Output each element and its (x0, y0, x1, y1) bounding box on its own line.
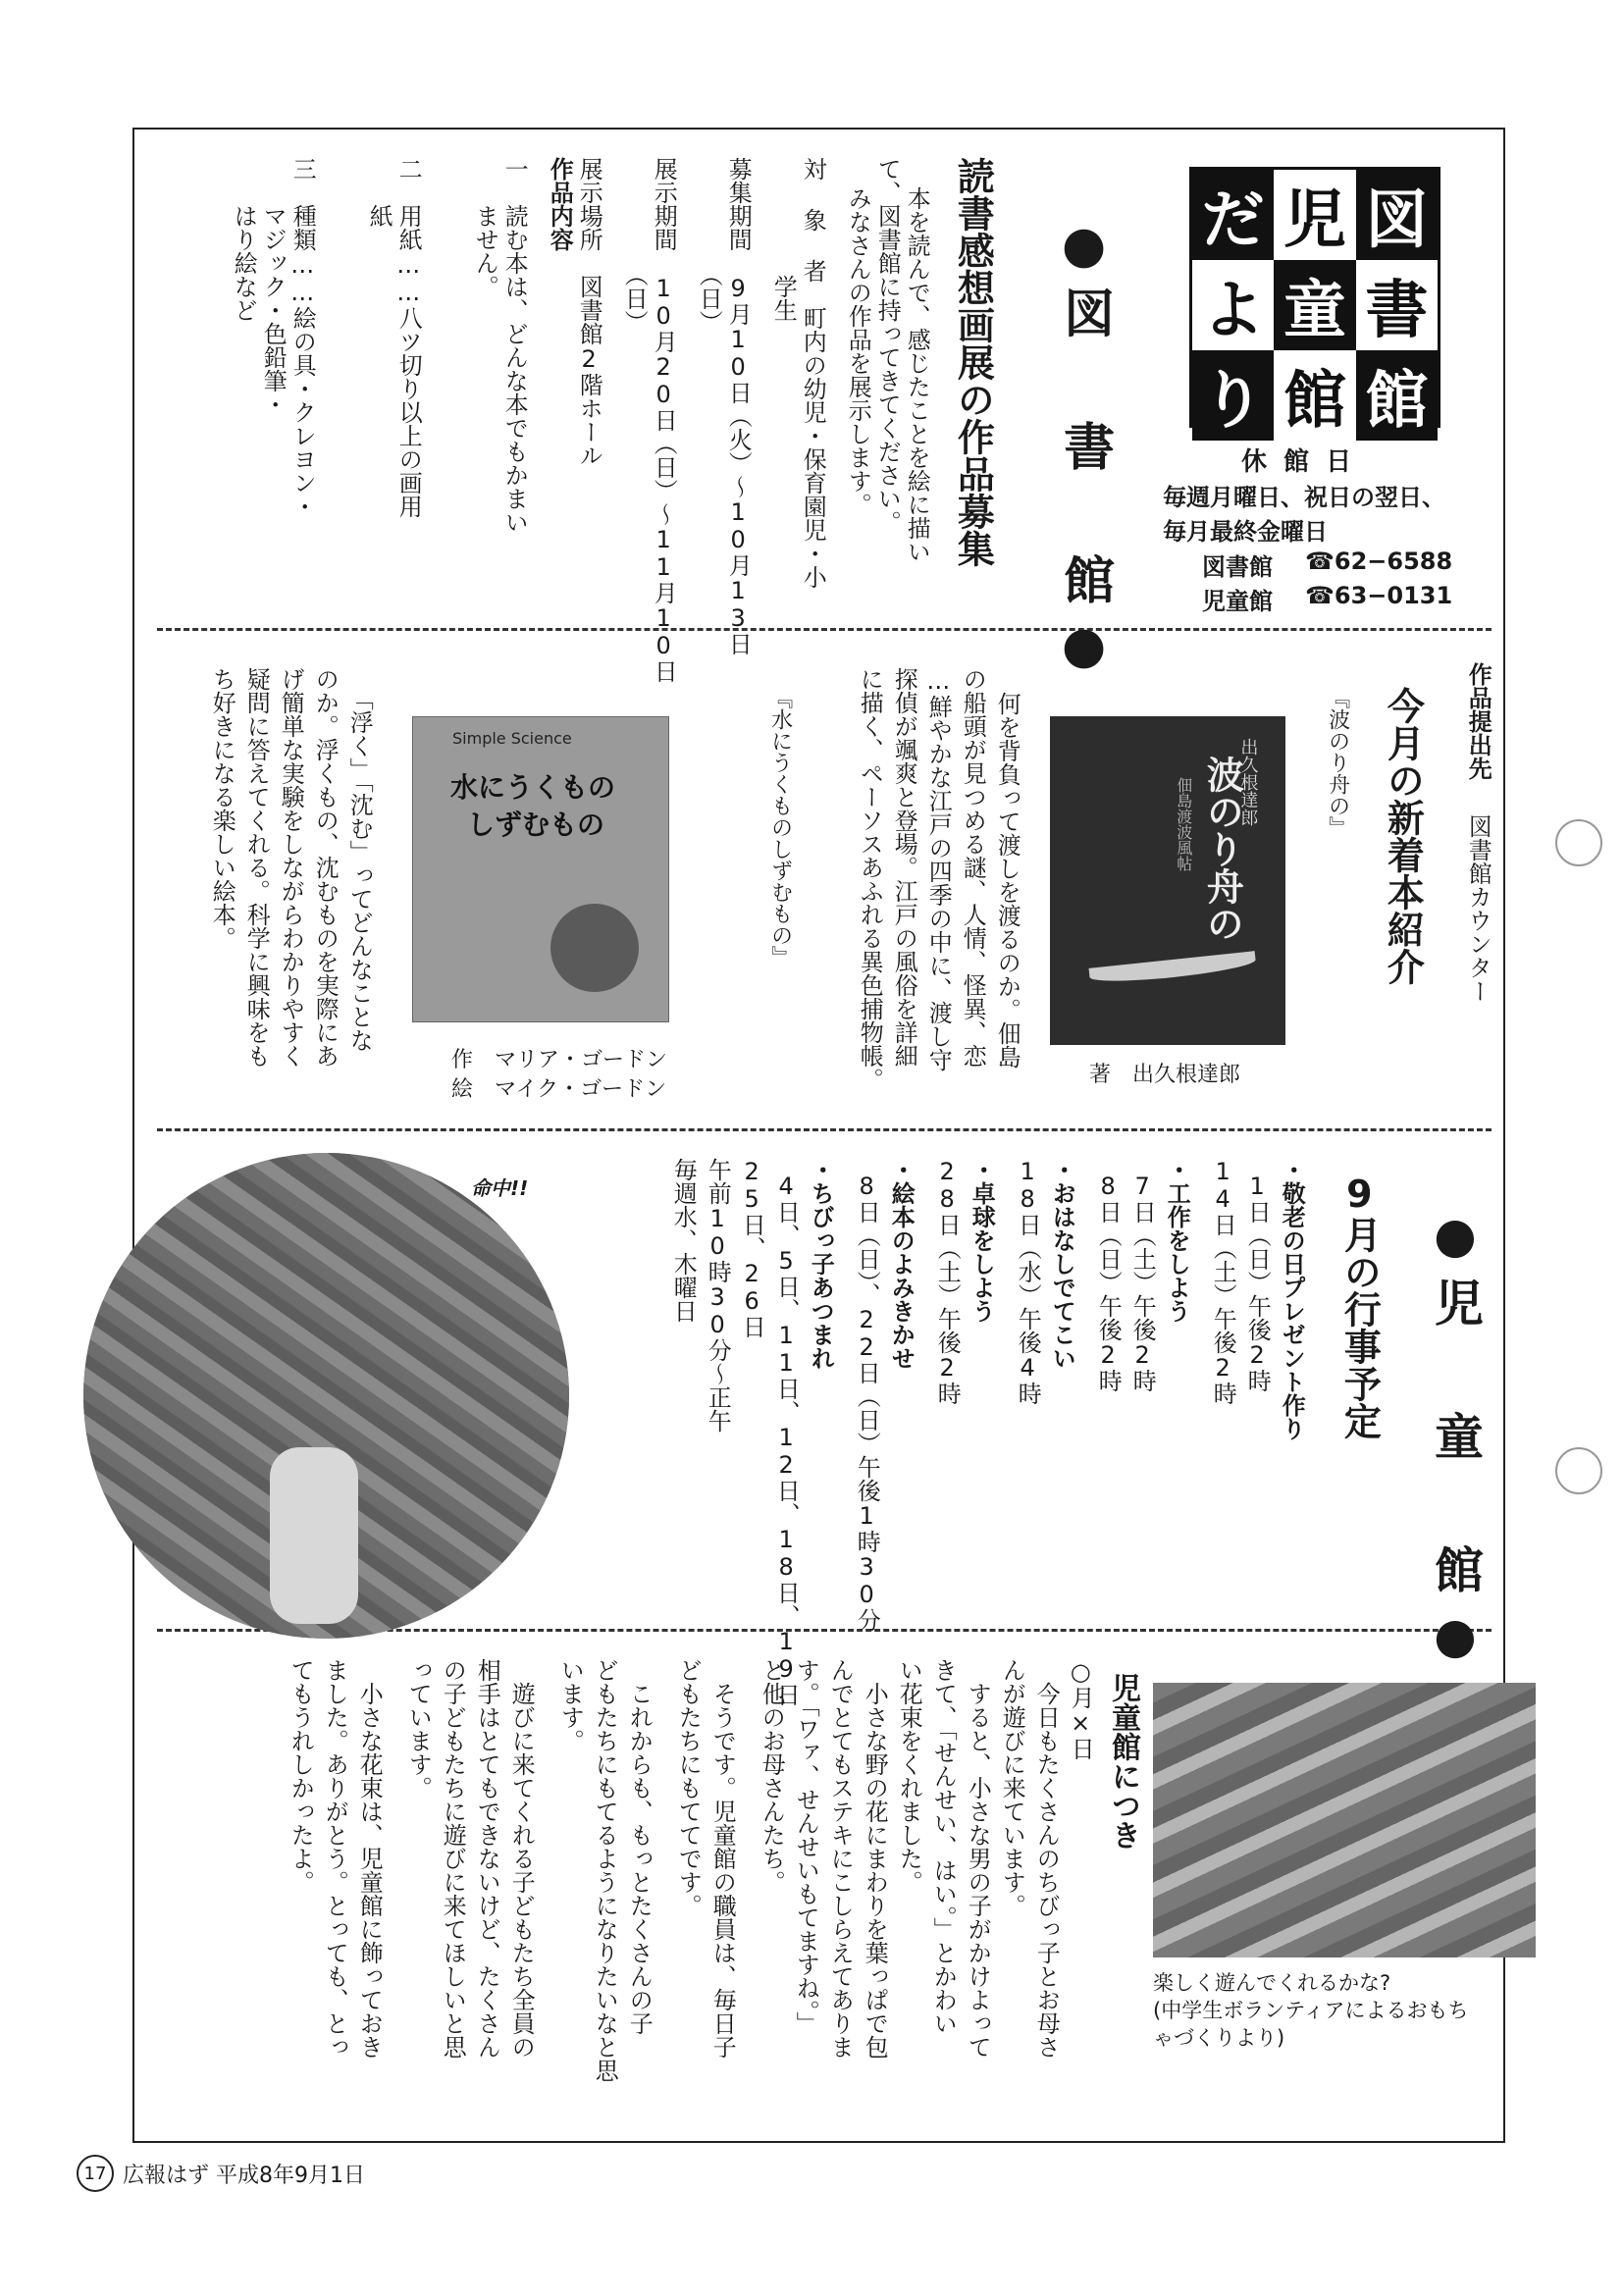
review-column: …鮮やかな江戸の四季の中に、渡し守 (924, 667, 953, 1071)
phone-number: ☎62−6588 (1305, 548, 1453, 575)
diary-column: 相手はとてもできないけど、たくさん (473, 1658, 501, 2059)
library-section-title: ●図 書 館● (1054, 216, 1114, 687)
schedule-item: ・工作をしよう (1163, 1158, 1191, 1323)
cover-title-line: 水にうくもの (450, 771, 616, 804)
schedule-item: 14日（土）午後2時 (1209, 1158, 1237, 1405)
logo-char: よ (1192, 260, 1274, 350)
logo-char: 館 (1274, 350, 1355, 441)
photo-caption: ゃづくりより) (1153, 2026, 1285, 2050)
book2-credit: 絵 マイク・ゴードン (451, 1077, 667, 1102)
review-column: ち好きになる楽しい絵本。 (208, 667, 236, 950)
binder-hole (1555, 819, 1602, 866)
cover-subtitle: 佃島渡波風帖 (1174, 777, 1193, 871)
body-column: 対 象 者 町内の幼児・保育園児・小 (799, 157, 827, 589)
diary-column: んが遊びに来ています。 (998, 1658, 1026, 1917)
review-column: のか。浮くもの、沈むものを実際にあ (311, 667, 340, 1068)
body-column: 募集期間 9月10日（火）〜10月13日 (724, 157, 753, 655)
diary-column: すると、小さな男の子がかけよって (964, 1658, 992, 2059)
book2-credit: 作 マリア・ゴードン (451, 1048, 668, 1072)
book1-cover (1050, 716, 1285, 1045)
logo-char: 図 (1356, 170, 1438, 260)
diary-column: 小さな野の花にまわりを葉っぱで包 (861, 1658, 889, 2059)
schedule-item: 7日（土）午後2時 (1128, 1173, 1157, 1392)
schedule-item: ・おはなしでてこい (1048, 1158, 1076, 1370)
schedule-item: 18日（水）午後4時 (1014, 1158, 1042, 1405)
schedule-item: 1日（日）午後2時 (1243, 1173, 1272, 1392)
diary-column: と他のお母さんたち。 (758, 1658, 786, 1894)
body-column: 二 用紙……八ツ切り以上の画用 (394, 157, 423, 518)
cover-title: 波のり舟の (1200, 756, 1244, 942)
body-column: （日） (695, 157, 723, 334)
binder-hole (1555, 1447, 1602, 1494)
diary-column: ました。ありがとう。とっても、とっ (321, 1658, 349, 2059)
croquet-photo (83, 1153, 569, 1639)
body-column: 三 種類……絵の具・クレヨン・ (288, 157, 317, 518)
book1-quote-title: 『波のり舟の』 (1325, 687, 1350, 838)
submit-label: 作品提出先 (1464, 662, 1492, 780)
diary-column: んでとてもステキにこしらえてありま (826, 1658, 855, 2059)
photo-caption: 楽しく遊んでくれるかな? (1153, 1971, 1391, 1995)
closed-days-line: 毎週月曜日、祝日の翌日、 (1163, 484, 1445, 511)
child-figure (270, 1447, 358, 1624)
volunteer-photo (1153, 1683, 1536, 1957)
logo-char: 書 (1356, 260, 1438, 350)
schedule-item: 4日、5日、11日、12日、18日、19日 (772, 1173, 801, 1706)
cover-series: Simple Science (452, 729, 572, 748)
body-column: （日） (620, 157, 649, 334)
diary-column: どもたちにもててです。 (674, 1658, 703, 1917)
schedule-item: 午前10時30分〜正午 (704, 1158, 732, 1433)
schedule-title: 9月の行事予定 (1337, 1173, 1382, 1439)
diary-column: てもうれしかったよ。 (287, 1658, 315, 1894)
schedule-item: ・卓球をしよう (968, 1158, 996, 1323)
closed-days-line: 毎月最終金曜日 (1163, 518, 1328, 546)
body-column: ません。 (471, 157, 499, 298)
boat-image (1089, 951, 1257, 986)
schedule-item: 毎週水、木曜日 (669, 1158, 698, 1323)
review-column: 疑問に答えてくれる。科学に興味をも (242, 667, 271, 1068)
body-column: 紙 (365, 157, 393, 228)
library-event-title: 読書感想画展の作品募集 (951, 157, 995, 567)
diary-column: い花束をくれました。 (895, 1658, 923, 1894)
schedule-item: 8日（日）、22日（日）午後1時30分 (853, 1173, 881, 1632)
phone-name: 図書館 (1202, 553, 1273, 581)
review-column: 「浮く」「沈む」ってどんなことな (345, 687, 374, 1052)
divider (157, 628, 1492, 631)
body-column: マジック・色鉛筆・ (259, 157, 288, 416)
schedule-item: 8日（日）午後2時 (1094, 1173, 1123, 1392)
review-column: 何を背負って渡しを渡るのか。佃島 (993, 692, 1021, 1069)
logo-char: 児 (1274, 170, 1355, 260)
body-column: 展示場所 図書館2階ホール (575, 157, 603, 467)
logo-char: 童 (1274, 260, 1355, 350)
closed-days-label: 休 館 日 (1241, 447, 1356, 477)
diary-column: います。 (556, 1658, 585, 1752)
logo-char: 館 (1356, 350, 1438, 441)
diary-column: 遊びに来てくれる子どもたち全員の (507, 1658, 536, 2059)
diary-title: 児童館につき (1106, 1673, 1140, 1850)
diary-column: ○月×日 (1067, 1658, 1095, 1760)
cover-author: 出久根達郎 (1237, 738, 1259, 826)
diary-column: これからも、もっとたくさんの子 (625, 1658, 654, 2035)
schedule-item: ・絵本のよみきかせ (887, 1158, 916, 1370)
hall-section-title: ●児 童 館● (1427, 1207, 1484, 1678)
body-column: て、図書館に持ってきてください。 (873, 157, 902, 534)
diary-column: の子どもたちに遊びに来てほしいと思 (439, 1658, 467, 2059)
body-column: 作品内容 (546, 157, 574, 251)
diary-column: 小さな花束は、児童館に飾っておき (355, 1658, 384, 2059)
body-column: 展示期間 10月20日（日）〜11月10日 (650, 157, 678, 683)
photo-caption: 命中!! (471, 1176, 529, 1200)
photo-caption: (中学生ボランティアによるおもち (1153, 1999, 1469, 2022)
page-number: 17 (77, 2155, 114, 2192)
cover-illustration (550, 904, 639, 992)
divider (157, 1128, 1492, 1131)
schedule-item: ・敬老の日プレゼント作り (1278, 1158, 1306, 1440)
body-column: はり絵など (230, 157, 258, 322)
diary-column: す。「ワァ、せんせいもてますね。」 (792, 1658, 820, 2035)
diary-column: きて、「せんせい、はい。」とかわい (929, 1658, 958, 2035)
phone-number: ☎63−0131 (1305, 582, 1453, 609)
schedule-item: 25日、26日 (738, 1158, 766, 1338)
diary-column: どもたちにもてるようになりたいなと思 (591, 1658, 619, 2082)
logo-char: だ (1192, 170, 1274, 260)
review-column: 探偵が颯爽と登場。江戸の風俗を詳細 (890, 667, 918, 1068)
library-logo (1189, 167, 1440, 438)
body-column: 学生 (769, 157, 798, 322)
new-books-title: 今月の新着本紹介 (1381, 687, 1425, 985)
body-column: 一 読む本は、どんな本でもかまい (500, 157, 529, 534)
cover-title-line: しずむもの (467, 809, 605, 841)
logo-char: り (1192, 350, 1274, 441)
submit-value: 図書館カウンター (1464, 814, 1492, 1003)
diary-column: っています。 (404, 1658, 433, 1800)
review-column: げ簡単な実験をしながらわかりやすく (277, 667, 305, 1068)
book2-cover (412, 716, 669, 1022)
review-column: に描く、ペーソスあふれる異色捕物帳。 (856, 667, 884, 1091)
schedule-item: 28日（土）午後2時 (933, 1158, 962, 1405)
book1-credit: 著 出久根達郎 (1089, 1063, 1241, 1087)
body-column: みなさんの作品を展示します。 (844, 186, 872, 516)
schedule-item: ・ちびっ子あつまれ (807, 1158, 835, 1370)
body-column: 本を読んで、感じたことを絵に描い (903, 186, 931, 563)
book2-quote-title: 『水にうくものしずむもの』 (767, 687, 793, 967)
publication-info: 広報はず 平成8年9月1日 (123, 2164, 365, 2188)
diary-column: そうです。児童館の職員は、毎日子 (708, 1658, 737, 2059)
phone-name: 児童館 (1202, 588, 1273, 615)
review-column: の船頭が見つめる謎、人情、怪異、恋 (959, 667, 987, 1068)
diary-column: 今日もたくさんのちびっ子とお母さ (1032, 1658, 1061, 2059)
